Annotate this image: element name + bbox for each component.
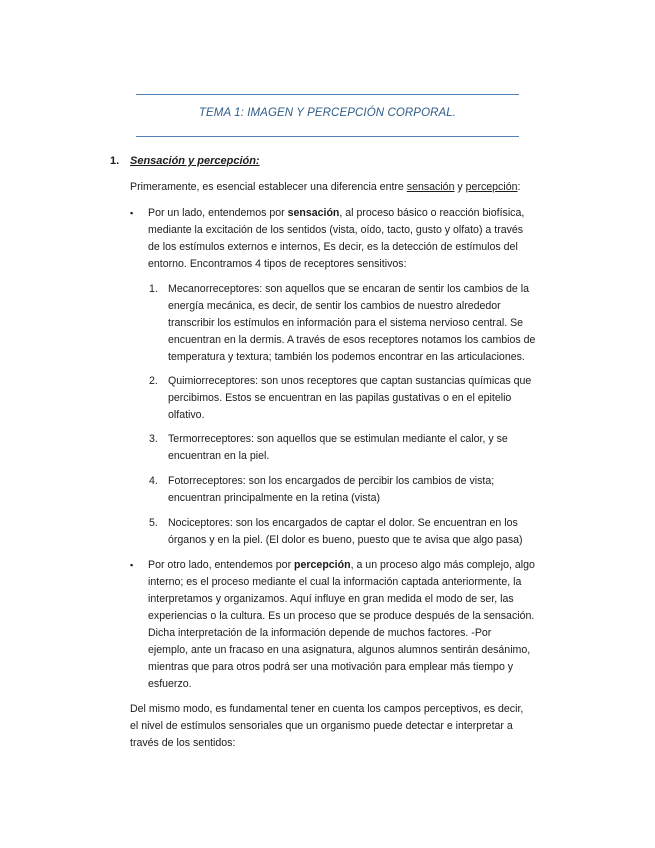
intro-text-before: Primeramente, es esencial establecer una diferencia entre xyxy=(130,181,407,193)
receptor-line: transcribir los estímulos en información para el sistema nervioso central. Se xyxy=(168,317,524,329)
closing-line: Del mismo modo, es fundamental tener en cuenta los campos perceptivos, es decir, xyxy=(130,703,524,715)
document-title: TEMA 1: IMAGEN Y PERCEPCIÓN CORPORAL. xyxy=(198,107,457,119)
receptor-number: 1. xyxy=(149,283,158,295)
receptor-number: 3. xyxy=(149,433,158,445)
bullet1-bold-term: sensación xyxy=(287,207,340,219)
intro-connector: y xyxy=(454,181,466,193)
bullet1-line: de los estímulos externos e internos, Es decir, es la detección de estímulos del xyxy=(148,241,518,253)
bullet2-line: ejemplo, ante un fracaso en una asignatura, algunos alumnos sentirán desánimo, xyxy=(148,644,531,656)
bullet-marker: ▪ xyxy=(130,208,134,218)
bullet2-line: interpretamos y organizamos. Aquí influye en gran medida el modo de ser, las xyxy=(148,593,514,605)
receptor-line: temperatura y textura; también los podemos encontrar en las articulaciones. xyxy=(168,351,525,363)
receptor-number: 2. xyxy=(149,375,158,387)
receptor-line: encuentran principalmente en la retina (vista) xyxy=(168,492,380,504)
bullet2-bold-term: percepción xyxy=(294,559,351,571)
title-box xyxy=(136,94,519,137)
receptor-line: órganos y en la piel. (El dolor es bueno, puesto que te avisa que algo pasa) xyxy=(168,534,523,546)
bullet2-line: Dicha interpretación de la información depende de muchos factores. -Por xyxy=(148,627,492,639)
bullet1-line xyxy=(148,205,524,222)
bullet2-line: interno; es el proceso mediante el cual la información captada anteriormente, la xyxy=(148,576,522,588)
receptor-number: 5. xyxy=(149,517,158,529)
receptor-line: Nociceptores: son los encargados de captar el dolor. Se encuentran en los xyxy=(168,517,518,529)
bullet1-text-before: Por un lado, entendemos por xyxy=(148,207,288,219)
receptor-line: olfativo. xyxy=(168,409,205,421)
bullet2-text-before: Por otro lado, entendemos por xyxy=(148,559,295,571)
closing-line: el nivel de estímulos sensoriales que un organismo puede detectar e interpretar a xyxy=(130,720,513,732)
section-number: 1. xyxy=(110,155,120,167)
section-heading xyxy=(110,155,260,167)
section-heading-text: Sensación y percepción: xyxy=(130,155,260,167)
receptor-line: encuentran en la piel. xyxy=(168,450,270,462)
bullet1-line: entorno. Encontramos 4 tipos de receptores sensitivos: xyxy=(148,258,407,270)
receptor-line: Fotorreceptores: son los encargados de percibir los cambios de vista; xyxy=(168,475,495,487)
bullet2-line: mientras que para otros podrá ser una motivación para emplear más tiempo y xyxy=(148,661,514,673)
intro-paragraph xyxy=(130,179,520,196)
bullet2-line: esfuerzo. xyxy=(148,678,192,690)
bullet2-text-after: , a un proceso algo más complejo, algo xyxy=(350,559,535,571)
bullet2-line xyxy=(148,557,535,574)
intro-term-percepcion: percepción xyxy=(465,181,518,193)
receptor-line: Termorreceptores: son aquellos que se estimulan mediante el calor, y se xyxy=(168,433,508,445)
receptor-line: Quimiorreceptores: son unos receptores que captan sustancias químicas que xyxy=(168,375,532,387)
receptor-line: percibimos. Estos se encuentran en las papilas gustativas o en el epitelio xyxy=(168,392,512,404)
closing-line: través de los sentidos: xyxy=(130,737,236,749)
bullet1-line: mediante la excitación de los sentidos (vista, oído, tacto, gusto y olfato) a través xyxy=(148,224,524,236)
bullet-marker: ▪ xyxy=(130,560,134,570)
receptor-line: encuentran en la dermis. A través de esos receptores notamos los cambios de xyxy=(168,334,536,346)
bullet2-line: experiencias o la cultura. Es un proceso que se produce después de la sensación. xyxy=(148,610,535,622)
receptor-number: 4. xyxy=(149,475,158,487)
receptor-line: Mecanorreceptores: son aquellos que se encaran de sentir los cambios de la xyxy=(168,283,529,295)
bullet1-text-after: , al proceso básico o reacción biofísica, xyxy=(339,207,525,219)
receptor-line: energía mecánica, es decir, de sentir los cambios de nuestro alrededor xyxy=(168,300,501,312)
intro-text-after: : xyxy=(517,181,521,193)
intro-term-sensacion: sensación xyxy=(406,181,455,193)
